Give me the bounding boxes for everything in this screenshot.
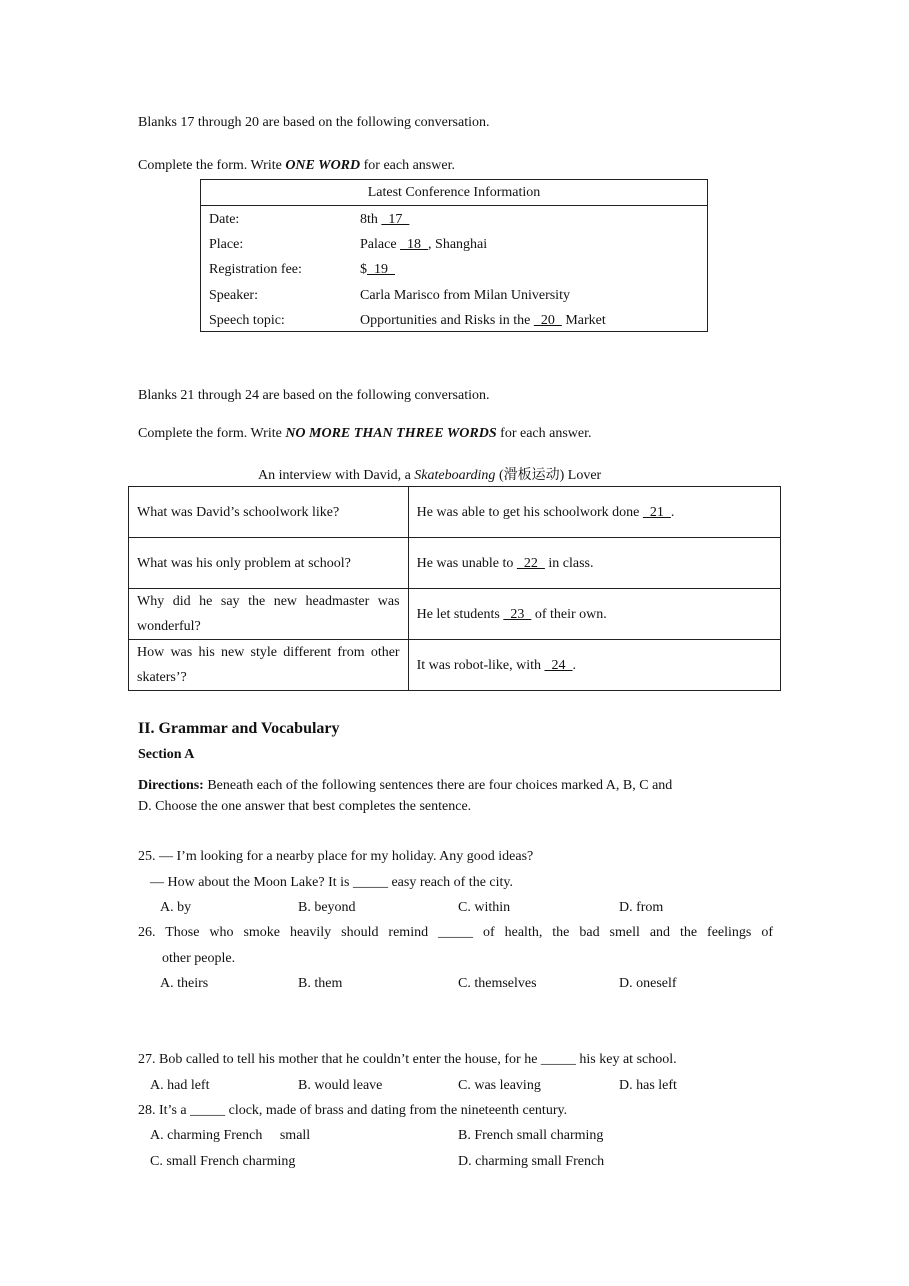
section-sub: Section A [138, 747, 195, 762]
question-26-line2: other people. [162, 951, 236, 966]
part2-instructions [138, 426, 592, 442]
answer-cell [408, 538, 780, 589]
form-row-speaker [201, 283, 707, 308]
option-a[interactable]: A. by [160, 900, 192, 915]
table-row [129, 589, 781, 640]
title-text: (滑板运动) Lover [495, 468, 602, 483]
value-text: , Shanghai [428, 237, 488, 252]
answer-cell [408, 487, 780, 538]
option-a[interactable]: A. theirs [160, 976, 209, 991]
row-label: Registration fee: [209, 262, 302, 277]
answer-text: of their own. [531, 606, 607, 622]
option-b[interactable]: B. them [298, 976, 343, 991]
question-cell: Why did he say the new headmaster was wonderful? [129, 589, 409, 640]
option-d[interactable]: D. charming small French [458, 1154, 605, 1169]
question-27: 27. Bob called to tell his mother that he couldn’t enter the house, for he _____ his key at school. [138, 1052, 677, 1067]
row-label: Speech topic: [209, 313, 285, 328]
answer-text: It was robot-like, with [416, 657, 545, 673]
value-text: 8th [360, 212, 382, 227]
row-value [360, 232, 487, 257]
answer-cell [408, 589, 780, 640]
option-b[interactable]: B. beyond [298, 900, 356, 915]
form-row-date [201, 207, 707, 232]
blank-23: 23 [503, 606, 532, 622]
row-value [360, 308, 606, 333]
question-25-line2: — How about the Moon Lake? It is _____ easy reach of the city. [150, 875, 513, 890]
option-c[interactable]: C. small French charming [150, 1154, 296, 1169]
title-text: An interview with David, a [258, 468, 415, 483]
answer-text: . [670, 504, 675, 520]
option-a[interactable]: A. had left [150, 1078, 210, 1093]
blank-21: 21 [642, 504, 671, 520]
row-value: Carla Marisco from Milan University [360, 288, 570, 303]
value-text: Market [561, 313, 606, 328]
instr-emphasis: NO MORE THAN THREE WORDS [285, 426, 497, 441]
title-italic: Skateboarding [414, 468, 496, 483]
question-28: 28. It’s a _____ clock, made of brass and dating from the nineteenth century. [138, 1103, 568, 1118]
directions [138, 773, 773, 799]
option-d[interactable]: D. from [619, 900, 664, 915]
part1-instructions [138, 158, 455, 174]
value-text: Palace [360, 237, 401, 252]
form-row-topic [201, 308, 707, 333]
row-value [360, 257, 395, 282]
option-b[interactable]: B. French small charming [458, 1128, 604, 1143]
blank-20: 20 [533, 313, 562, 328]
blank-22: 22 [516, 555, 545, 571]
interview-title [258, 464, 601, 484]
option-c[interactable]: C. was leaving [458, 1078, 541, 1093]
option-a[interactable]: A. charming French small [150, 1128, 311, 1143]
section-heading: II. Grammar and Vocabulary [138, 720, 340, 737]
row-value [360, 207, 409, 232]
instr-pre: Complete the form. Write [138, 426, 286, 441]
option-c[interactable]: C. themselves [458, 976, 537, 991]
question-26: 26. Those who smoke heavily should remind _____ of health, the bad smell and the feelings of [138, 925, 773, 940]
answer-text: He was able to get his schoolwork done [416, 504, 643, 520]
answer-text: . [572, 657, 577, 673]
interview-table [128, 486, 781, 691]
instr-pre: Complete the form. Write [138, 158, 286, 173]
option-d[interactable]: D. oneself [619, 976, 677, 991]
blank-18: 18 [400, 237, 429, 252]
blank-24: 24 [544, 657, 573, 673]
directions-text: Beneath each of the following sentences there are four choices marked A, B, C and [203, 778, 673, 793]
blank-17: 17 [381, 212, 410, 227]
value-text: Opportunities and Risks in the [360, 313, 534, 328]
table-row [129, 487, 781, 538]
question-25: 25. — I’m looking for a nearby place for my holiday. Any good ideas? [138, 849, 534, 864]
answer-cell [408, 640, 780, 691]
question-cell: How was his new style different from other skaters’? [129, 640, 409, 691]
conference-form [200, 179, 708, 332]
option-b[interactable]: B. would leave [298, 1078, 383, 1093]
form-row-fee [201, 257, 707, 282]
table-row [129, 538, 781, 589]
form-row-place [201, 232, 707, 257]
answer-text: in class. [544, 555, 594, 571]
part1-intro: Blanks 17 through 20 are based on the following conversation. [138, 115, 490, 130]
question-cell: What was David’s schoolwork like? [129, 487, 409, 538]
form-title: Latest Conference Information [201, 180, 707, 206]
row-label: Speaker: [209, 288, 258, 303]
directions-label: Directions: [138, 778, 204, 793]
blank-19: 19 [367, 262, 395, 277]
option-d[interactable]: D. has left [619, 1078, 677, 1093]
answer-text: He let students [416, 606, 504, 622]
directions-line2: D. Choose the one answer that best completes the sentence. [138, 799, 472, 814]
instr-post: for each answer. [360, 158, 455, 173]
row-label: Place: [209, 237, 244, 252]
row-label: Date: [209, 212, 240, 227]
part2-intro: Blanks 21 through 24 are based on the following conversation. [138, 388, 490, 403]
question-cell: What was his only problem at school? [129, 538, 409, 589]
instr-post: for each answer. [496, 426, 592, 441]
option-c[interactable]: C. within [458, 900, 511, 915]
table-row [129, 640, 781, 691]
value-text: $ [360, 262, 367, 277]
instr-emphasis: ONE WORD [285, 158, 361, 173]
answer-text: He was unable to [416, 555, 517, 571]
